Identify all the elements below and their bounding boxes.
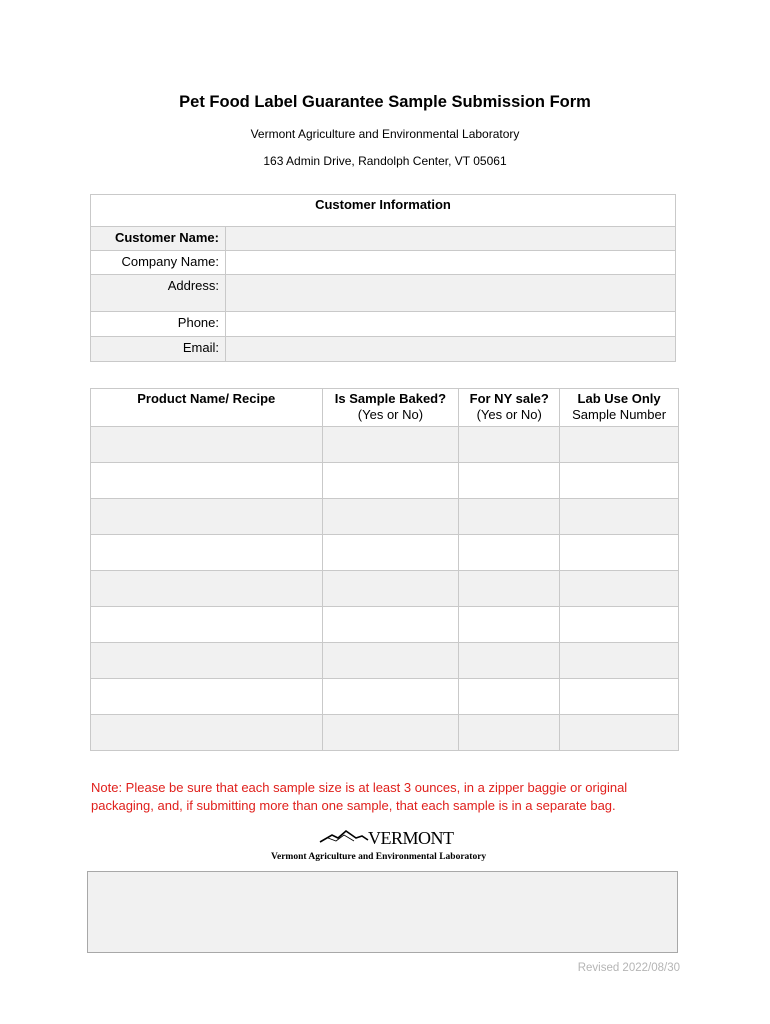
column-header-product-name-line1: Product Name/ Recipe [137, 391, 276, 406]
ny-sale-cell[interactable] [459, 463, 560, 499]
ny-sale-cell[interactable] [459, 715, 560, 751]
baked-cell[interactable] [322, 427, 459, 463]
baked-cell[interactable] [322, 571, 459, 607]
product-name-cell[interactable] [91, 427, 323, 463]
baked-cell[interactable] [322, 535, 459, 571]
company-name-field[interactable] [226, 251, 676, 275]
column-header-product-name [91, 389, 323, 427]
phone-field[interactable] [226, 312, 676, 337]
product-name-cell[interactable] [91, 463, 323, 499]
table-row [91, 607, 679, 643]
baked-cell[interactable] [322, 463, 459, 499]
revised-date: Revised 2022/08/30 [577, 962, 680, 974]
sample-number-cell[interactable] [560, 535, 679, 571]
table-row [91, 499, 679, 535]
column-header-lab-use-only-line1: Lab Use Only [577, 391, 661, 406]
lab-use-box[interactable] [87, 871, 678, 953]
lab-name: Vermont Agriculture and Environmental Laboratory [250, 127, 520, 141]
vermont-logo-word: VERMONT [368, 828, 454, 848]
sample-number-cell[interactable] [560, 679, 679, 715]
baked-cell[interactable] [322, 643, 459, 679]
column-header-is-sample-baked-line2: (Yes or No) [357, 407, 424, 422]
vermont-logo-lab-line: Vermont Agriculture and Environmental Laboratory [271, 852, 487, 862]
column-header-is-sample-baked-line1: Is Sample Baked? [334, 391, 447, 406]
ny-sale-cell[interactable] [459, 607, 560, 643]
table-row [91, 643, 679, 679]
customer-information-header: Customer Information [91, 195, 676, 227]
baked-cell[interactable] [322, 607, 459, 643]
sample-number-cell[interactable] [560, 715, 679, 751]
product-name-cell[interactable] [91, 607, 323, 643]
column-header-is-sample-baked [322, 389, 459, 427]
baked-cell[interactable] [322, 499, 459, 535]
table-row [91, 571, 679, 607]
product-name-cell[interactable] [91, 571, 323, 607]
column-header-lab-use-only-line2: Sample Number [572, 407, 667, 422]
column-header-for-ny-sale [459, 389, 560, 427]
table-row [91, 535, 679, 571]
address-label: Address: [91, 275, 226, 312]
table-row [91, 427, 679, 463]
product-table [90, 388, 679, 751]
lab-address: 163 Admin Drive, Randolph Center, VT 05061 [263, 154, 507, 168]
baked-cell[interactable] [322, 679, 459, 715]
sample-number-cell[interactable] [560, 427, 679, 463]
table-row [91, 463, 679, 499]
ny-sale-cell[interactable] [459, 499, 560, 535]
table-row [91, 715, 679, 751]
ny-sale-cell[interactable] [459, 535, 560, 571]
address-field[interactable] [226, 275, 676, 312]
form-title: Pet Food Label Guarantee Sample Submission Form [179, 93, 591, 111]
customer-information-table [90, 194, 676, 362]
column-header-for-ny-sale-line2: (Yes or No) [476, 407, 542, 422]
ny-sale-cell[interactable] [459, 643, 560, 679]
ny-sale-cell[interactable] [459, 679, 560, 715]
baked-cell[interactable] [322, 715, 459, 751]
product-name-cell[interactable] [91, 715, 323, 751]
customer-name-field[interactable] [226, 227, 676, 251]
company-name-label: Company Name: [91, 251, 226, 275]
sample-note: Note: Please be sure that each sample size is at least 3 ounces, in a zipper baggie or original packaging, and, if submitting more than one sample, that each sample is in a separate bag. [91, 780, 628, 813]
sample-number-cell[interactable] [560, 571, 679, 607]
product-name-cell[interactable] [91, 499, 323, 535]
ny-sale-cell[interactable] [459, 427, 560, 463]
sample-number-cell[interactable] [560, 499, 679, 535]
customer-name-label: Customer Name: [91, 227, 226, 251]
email-field[interactable] [226, 337, 676, 362]
column-header-for-ny-sale-line1: For NY sale? [469, 391, 549, 406]
sample-number-cell[interactable] [560, 607, 679, 643]
column-header-lab-use-only [560, 389, 679, 427]
product-name-cell[interactable] [91, 643, 323, 679]
table-row [91, 679, 679, 715]
product-name-cell[interactable] [91, 535, 323, 571]
sample-number-cell[interactable] [560, 643, 679, 679]
email-label: Email: [91, 337, 226, 362]
phone-label: Phone: [91, 312, 226, 337]
ny-sale-cell[interactable] [459, 571, 560, 607]
sample-number-cell[interactable] [560, 463, 679, 499]
product-name-cell[interactable] [91, 679, 323, 715]
